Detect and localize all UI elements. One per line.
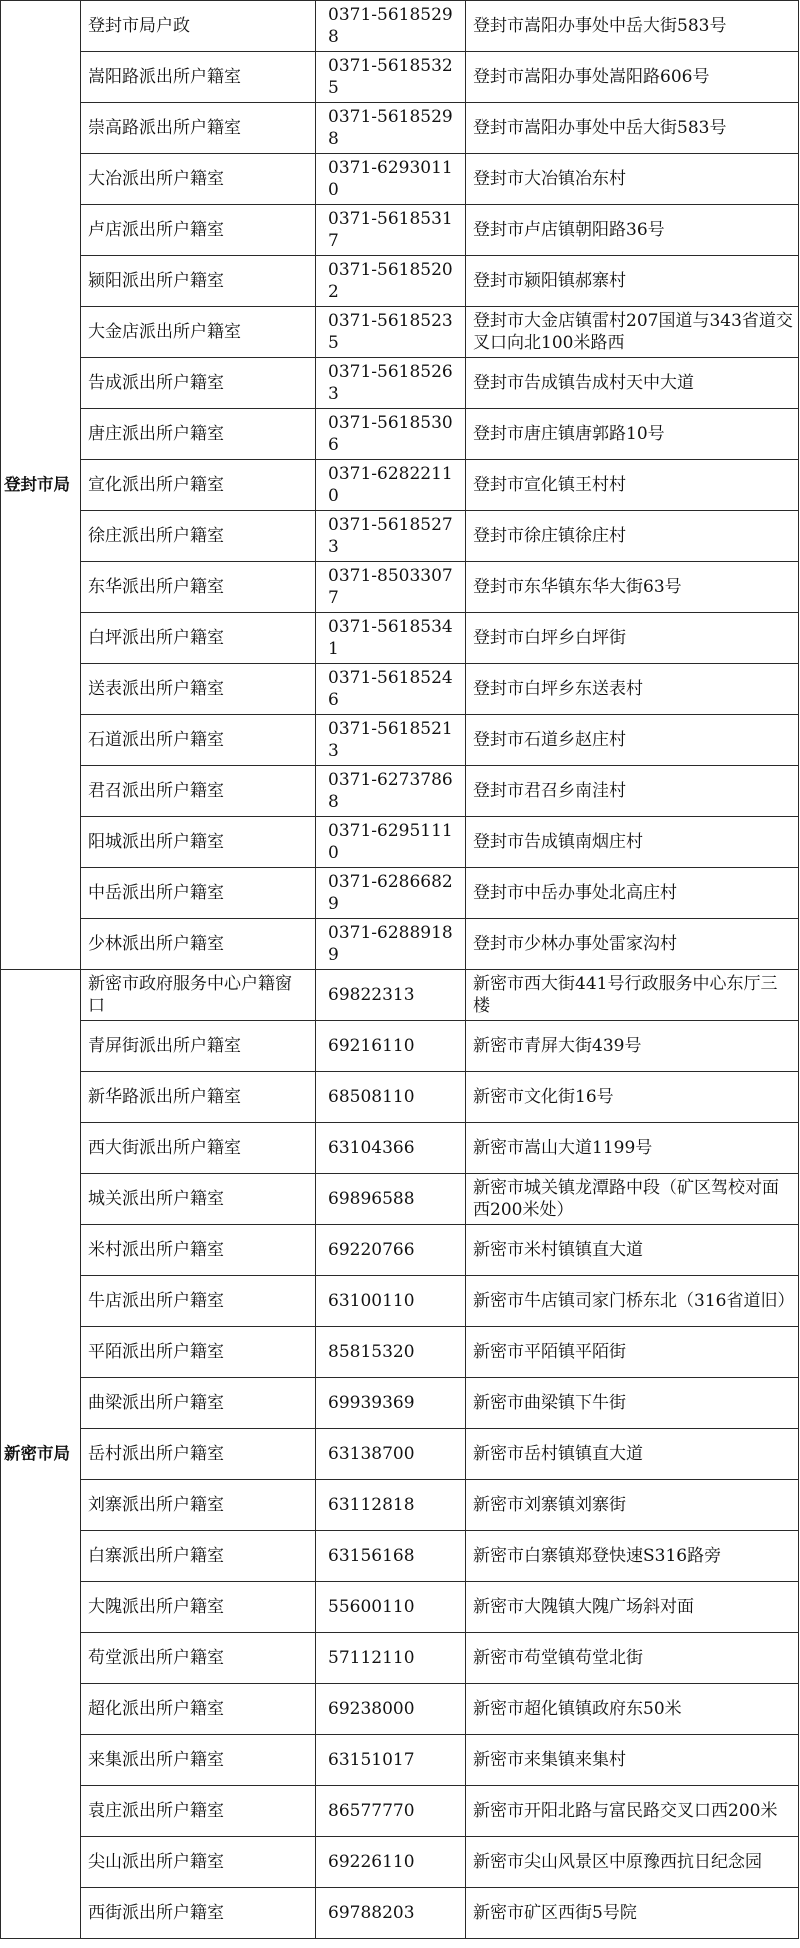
address-cell: 新密市大隗镇大隗广场斜对面	[466, 1582, 799, 1633]
office-name-cell: 中岳派出所户籍室	[81, 868, 316, 919]
phone-number-cell: 85815320	[316, 1327, 466, 1378]
phone-number-cell: 63151017	[316, 1735, 466, 1786]
office-name-cell: 新密市政府服务中心户籍窗口	[81, 970, 316, 1021]
phone-number-cell: 0371-62951110	[316, 817, 466, 868]
district-cell: 登封市局	[1, 1, 81, 970]
office-name-cell: 东华派出所户籍室	[81, 562, 316, 613]
phone-number-cell: 63156168	[316, 1531, 466, 1582]
office-name-cell: 刘寨派出所户籍室	[81, 1480, 316, 1531]
office-name-cell: 新华路派出所户籍室	[81, 1072, 316, 1123]
table-row	[1, 562, 799, 613]
table-row	[1, 817, 799, 868]
address-cell: 新密市刘寨镇刘寨街	[466, 1480, 799, 1531]
phone-number-cell: 0371-56185298	[316, 103, 466, 154]
phone-number-cell: 0371-56185235	[316, 307, 466, 358]
table-row	[1, 1225, 799, 1276]
table-row	[1, 1327, 799, 1378]
office-name-cell: 米村派出所户籍室	[81, 1225, 316, 1276]
table-row	[1, 715, 799, 766]
office-name-cell: 唐庄派出所户籍室	[81, 409, 316, 460]
address-cell: 新密市城关镇龙潭路中段（矿区驾校对面西200米处）	[466, 1174, 799, 1225]
address-cell: 登封市徐庄镇徐庄村	[466, 511, 799, 562]
table-row	[1, 511, 799, 562]
phone-number-cell: 63104366	[316, 1123, 466, 1174]
address-cell: 登封市君召乡南洼村	[466, 766, 799, 817]
phone-number-cell: 0371-62737868	[316, 766, 466, 817]
table-row	[1, 868, 799, 919]
phone-number-cell: 0371-56185325	[316, 52, 466, 103]
table-row	[1, 1684, 799, 1735]
phone-number-cell: 69822313	[316, 970, 466, 1021]
address-cell: 新密市曲梁镇下牛街	[466, 1378, 799, 1429]
address-cell: 登封市唐庄镇唐郭路10号	[466, 409, 799, 460]
table-row	[1, 1888, 799, 1939]
phone-number-cell: 69238000	[316, 1684, 466, 1735]
office-name-cell: 超化派出所户籍室	[81, 1684, 316, 1735]
table-row	[1, 1, 799, 52]
address-cell: 新密市西大街441号行政服务中心东厅三楼	[466, 970, 799, 1021]
office-name-cell: 青屏街派出所户籍室	[81, 1021, 316, 1072]
table-row	[1, 664, 799, 715]
table-row	[1, 970, 799, 1021]
address-cell: 新密市平陌镇平陌街	[466, 1327, 799, 1378]
table-row	[1, 1021, 799, 1072]
office-name-cell: 袁庄派出所户籍室	[81, 1786, 316, 1837]
table-row	[1, 460, 799, 511]
office-name-cell: 曲梁派出所户籍室	[81, 1378, 316, 1429]
phone-number-cell: 0371-56185213	[316, 715, 466, 766]
table-row	[1, 358, 799, 409]
address-cell: 新密市来集镇来集村	[466, 1735, 799, 1786]
table-row	[1, 613, 799, 664]
address-cell: 登封市白坪乡东送表村	[466, 664, 799, 715]
phone-number-cell: 0371-56185306	[316, 409, 466, 460]
office-name-cell: 大金店派出所户籍室	[81, 307, 316, 358]
table-row	[1, 1786, 799, 1837]
table-row	[1, 52, 799, 103]
phone-number-cell: 69216110	[316, 1021, 466, 1072]
phone-number-cell: 69788203	[316, 1888, 466, 1939]
phone-number-cell: 0371-85033077	[316, 562, 466, 613]
address-cell: 新密市米村镇镇直大道	[466, 1225, 799, 1276]
phone-number-cell: 63100110	[316, 1276, 466, 1327]
address-cell: 新密市尖山风景区中原豫西抗日纪念园	[466, 1837, 799, 1888]
address-cell: 新密市矿区西街5号院	[466, 1888, 799, 1939]
phone-number-cell: 0371-56185263	[316, 358, 466, 409]
office-name-cell: 徐庄派出所户籍室	[81, 511, 316, 562]
office-name-cell: 白寨派出所户籍室	[81, 1531, 316, 1582]
address-cell: 登封市嵩阳办事处中岳大街583号	[466, 1, 799, 52]
address-cell: 登封市嵩阳办事处嵩阳路606号	[466, 52, 799, 103]
phone-number-cell: 69896588	[316, 1174, 466, 1225]
phone-number-cell: 69939369	[316, 1378, 466, 1429]
office-name-cell: 牛店派出所户籍室	[81, 1276, 316, 1327]
address-cell: 登封市大金店镇雷村207国道与343省道交叉口向北100米路西	[466, 307, 799, 358]
phone-number-cell: 0371-56185273	[316, 511, 466, 562]
address-cell: 新密市嵩山大道1199号	[466, 1123, 799, 1174]
phone-number-cell: 0371-56185246	[316, 664, 466, 715]
address-cell: 新密市苟堂镇苟堂北街	[466, 1633, 799, 1684]
table-row	[1, 1123, 799, 1174]
office-name-cell: 嵩阳路派出所户籍室	[81, 52, 316, 103]
address-cell: 新密市青屏大街439号	[466, 1021, 799, 1072]
address-cell: 登封市告成镇南烟庄村	[466, 817, 799, 868]
address-cell: 登封市告成镇告成村天中大道	[466, 358, 799, 409]
phone-number-cell: 0371-56185298	[316, 1, 466, 52]
office-name-cell: 卢店派出所户籍室	[81, 205, 316, 256]
address-cell: 新密市岳村镇镇直大道	[466, 1429, 799, 1480]
table-row	[1, 307, 799, 358]
phone-number-cell: 57112110	[316, 1633, 466, 1684]
table-row	[1, 154, 799, 205]
office-name-cell: 告成派出所户籍室	[81, 358, 316, 409]
office-name-cell: 君召派出所户籍室	[81, 766, 316, 817]
table-row	[1, 1429, 799, 1480]
office-name-cell: 大冶派出所户籍室	[81, 154, 316, 205]
address-cell: 登封市宣化镇王村村	[466, 460, 799, 511]
address-cell: 新密市超化镇镇政府东50米	[466, 1684, 799, 1735]
office-name-cell: 城关派出所户籍室	[81, 1174, 316, 1225]
office-name-cell: 石道派出所户籍室	[81, 715, 316, 766]
table-row	[1, 1480, 799, 1531]
phone-number-cell: 86577770	[316, 1786, 466, 1837]
office-name-cell: 颍阳派出所户籍室	[81, 256, 316, 307]
address-cell: 新密市白寨镇郑登快速S316路旁	[466, 1531, 799, 1582]
table-row	[1, 1531, 799, 1582]
table-row	[1, 766, 799, 817]
office-name-cell: 尖山派出所户籍室	[81, 1837, 316, 1888]
address-cell: 登封市卢店镇朝阳路36号	[466, 205, 799, 256]
address-cell: 登封市大冶镇冶东村	[466, 154, 799, 205]
phone-number-cell: 69226110	[316, 1837, 466, 1888]
address-cell: 登封市石道乡赵庄村	[466, 715, 799, 766]
address-cell: 新密市开阳北路与富民路交叉口西200米	[466, 1786, 799, 1837]
office-name-cell: 西大街派出所户籍室	[81, 1123, 316, 1174]
address-cell: 登封市东华镇东华大街63号	[466, 562, 799, 613]
office-name-cell: 送表派出所户籍室	[81, 664, 316, 715]
office-name-cell: 阳城派出所户籍室	[81, 817, 316, 868]
table-row	[1, 1072, 799, 1123]
table-row	[1, 1378, 799, 1429]
phone-number-cell: 0371-56185202	[316, 256, 466, 307]
phone-number-cell: 63112818	[316, 1480, 466, 1531]
address-cell: 登封市嵩阳办事处中岳大街583号	[466, 103, 799, 154]
address-cell: 新密市文化街16号	[466, 1072, 799, 1123]
district-cell: 新密市局	[1, 970, 81, 1939]
phone-number-cell: 55600110	[316, 1582, 466, 1633]
address-cell: 登封市颍阳镇郝寨村	[466, 256, 799, 307]
office-name-cell: 西街派出所户籍室	[81, 1888, 316, 1939]
table-row	[1, 205, 799, 256]
table-row	[1, 1276, 799, 1327]
phone-number-cell: 0371-62866829	[316, 868, 466, 919]
phone-number-cell: 0371-62930110	[316, 154, 466, 205]
phone-number-cell: 69220766	[316, 1225, 466, 1276]
address-cell: 登封市少林办事处雷家沟村	[466, 919, 799, 970]
address-cell: 登封市中岳办事处北高庄村	[466, 868, 799, 919]
office-name-cell: 平陌派出所户籍室	[81, 1327, 316, 1378]
office-name-cell: 登封市局户政	[81, 1, 316, 52]
phone-number-cell: 0371-62822110	[316, 460, 466, 511]
office-name-cell: 宣化派出所户籍室	[81, 460, 316, 511]
office-name-cell: 白坪派出所户籍室	[81, 613, 316, 664]
table-row	[1, 1633, 799, 1684]
office-name-cell: 来集派出所户籍室	[81, 1735, 316, 1786]
phone-number-cell: 68508110	[316, 1072, 466, 1123]
office-name-cell: 少林派出所户籍室	[81, 919, 316, 970]
table-row	[1, 409, 799, 460]
table-row	[1, 919, 799, 970]
office-name-cell: 崇高路派出所户籍室	[81, 103, 316, 154]
table-row	[1, 256, 799, 307]
table-row	[1, 1837, 799, 1888]
address-cell: 登封市白坪乡白坪街	[466, 613, 799, 664]
office-name-cell: 岳村派出所户籍室	[81, 1429, 316, 1480]
phone-number-cell: 0371-56185341	[316, 613, 466, 664]
office-name-cell: 大隗派出所户籍室	[81, 1582, 316, 1633]
table-row	[1, 1174, 799, 1225]
phone-number-cell: 63138700	[316, 1429, 466, 1480]
table-row	[1, 1735, 799, 1786]
office-name-cell: 苟堂派出所户籍室	[81, 1633, 316, 1684]
table-row	[1, 103, 799, 154]
table-row	[1, 1582, 799, 1633]
directory-body	[1, 1, 799, 1939]
address-cell: 新密市牛店镇司家门桥东北（316省道旧）	[466, 1276, 799, 1327]
phone-number-cell: 0371-62889189	[316, 919, 466, 970]
phone-number-cell: 0371-56185317	[316, 205, 466, 256]
